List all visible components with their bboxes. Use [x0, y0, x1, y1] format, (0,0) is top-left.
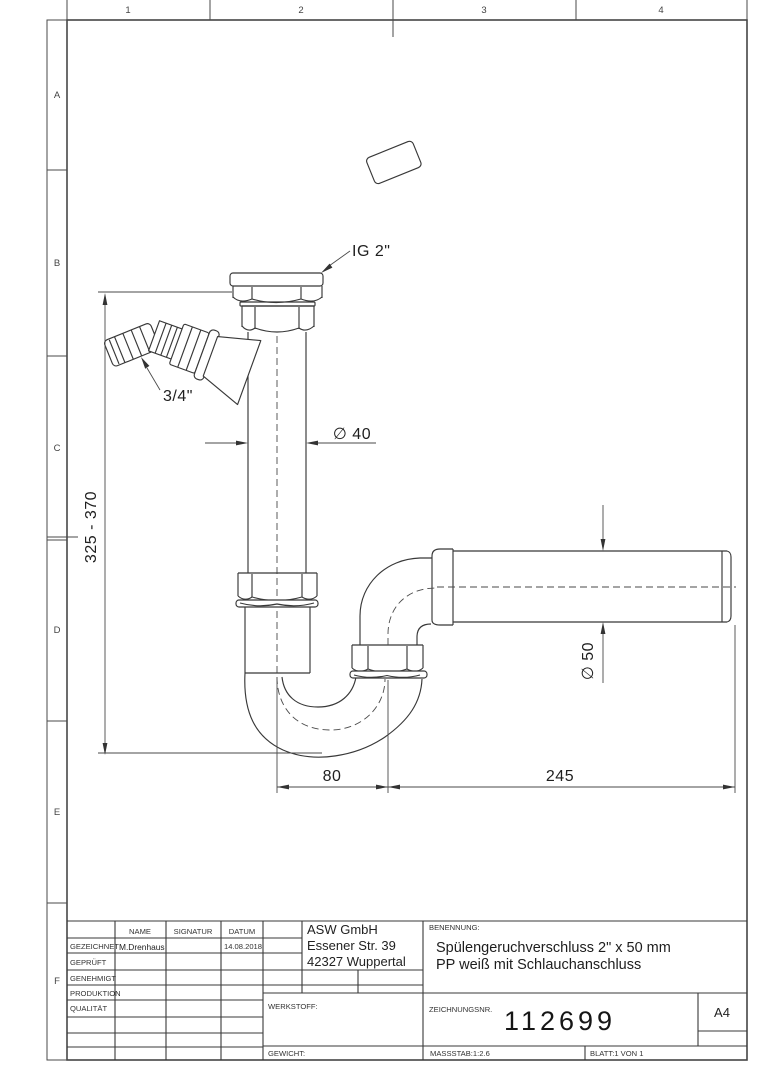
blatt-value: BLATT:1 VON 1	[590, 1049, 644, 1058]
leader-inlet-thread	[321, 243, 390, 273]
gewicht-label: GEWICHT:	[268, 1049, 306, 1058]
row-label-gezeichnet: GEZEICHNET	[70, 942, 119, 951]
part-title-line1: Spülengeruchverschluss 2" x 50 mm	[436, 940, 671, 956]
row-label-genehmigt: GENEHMIGT	[70, 974, 116, 983]
header-datum: DATUM	[228, 927, 256, 936]
dim-text-diameter-40: ∅ 40	[332, 426, 372, 443]
dim-diameter-50	[580, 505, 605, 683]
trap-outlet-nut	[350, 645, 427, 678]
company-street: Essener Str. 39	[307, 938, 396, 953]
zone-row-a: A	[53, 90, 61, 101]
drawing-number: 112699	[503, 1006, 617, 1036]
werkstoff-label: WERKSTOFF:	[268, 1002, 318, 1011]
dim-80-245	[277, 625, 735, 793]
dim-text-height: 325 - 370	[83, 490, 100, 564]
zone-row-f: F	[54, 976, 60, 987]
dim-diameter-40	[205, 426, 376, 445]
zone-col-1: 1	[125, 5, 131, 16]
zone-row-c: C	[53, 443, 61, 454]
row-label-qualitaet: QUALITÄT	[70, 1004, 108, 1013]
dim-text-diameter-50: ∅ 50	[580, 641, 597, 681]
benennung-label: BENENNUNG:	[429, 923, 480, 932]
label-inlet-thread: IG 2"	[352, 243, 391, 260]
dim-text-80: 80	[322, 768, 342, 785]
outlet-elbow	[360, 549, 453, 645]
company-name: ASW GmbH	[307, 922, 378, 937]
zeichnungsnr-label: ZEICHNUNGSNR.	[429, 1005, 493, 1014]
outlet-pipe	[437, 551, 736, 622]
drawn-by-name: M.Drenhaus	[119, 942, 165, 952]
zone-col-4: 4	[658, 5, 664, 16]
zone-row-d: D	[53, 625, 61, 636]
part-title-line2: PP weiß mit Schlauchanschluss	[436, 957, 642, 973]
zone-ruler	[54, 5, 664, 987]
zone-col-2: 2	[298, 5, 304, 16]
row-label-produktion: PRODUKTION	[70, 989, 121, 998]
zone-row-b: B	[53, 258, 61, 269]
dim-text-245: 245	[545, 768, 575, 785]
p-trap-bend	[245, 673, 422, 757]
row-label-geprueft: GEPRÜFT	[70, 958, 107, 967]
header-signatur: SIGNATUR	[173, 927, 213, 936]
header-name: NAME	[129, 927, 151, 936]
massstab-value: MASSSTAB:1:2.6	[430, 1049, 490, 1058]
zone-col-3: 3	[481, 5, 487, 16]
drawn-date: 14.08.2018	[224, 942, 263, 951]
inlet-nut-assembly	[230, 273, 323, 332]
company-city: 42327 Wuppertal	[307, 954, 406, 969]
inlet-pipe	[248, 332, 306, 676]
title-block	[67, 921, 747, 1060]
sheet-format: A4	[714, 1005, 730, 1020]
label-hose-thread: 3/4"	[163, 388, 193, 405]
trap-drawing	[83, 64, 736, 793]
zone-row-e: E	[53, 807, 61, 818]
